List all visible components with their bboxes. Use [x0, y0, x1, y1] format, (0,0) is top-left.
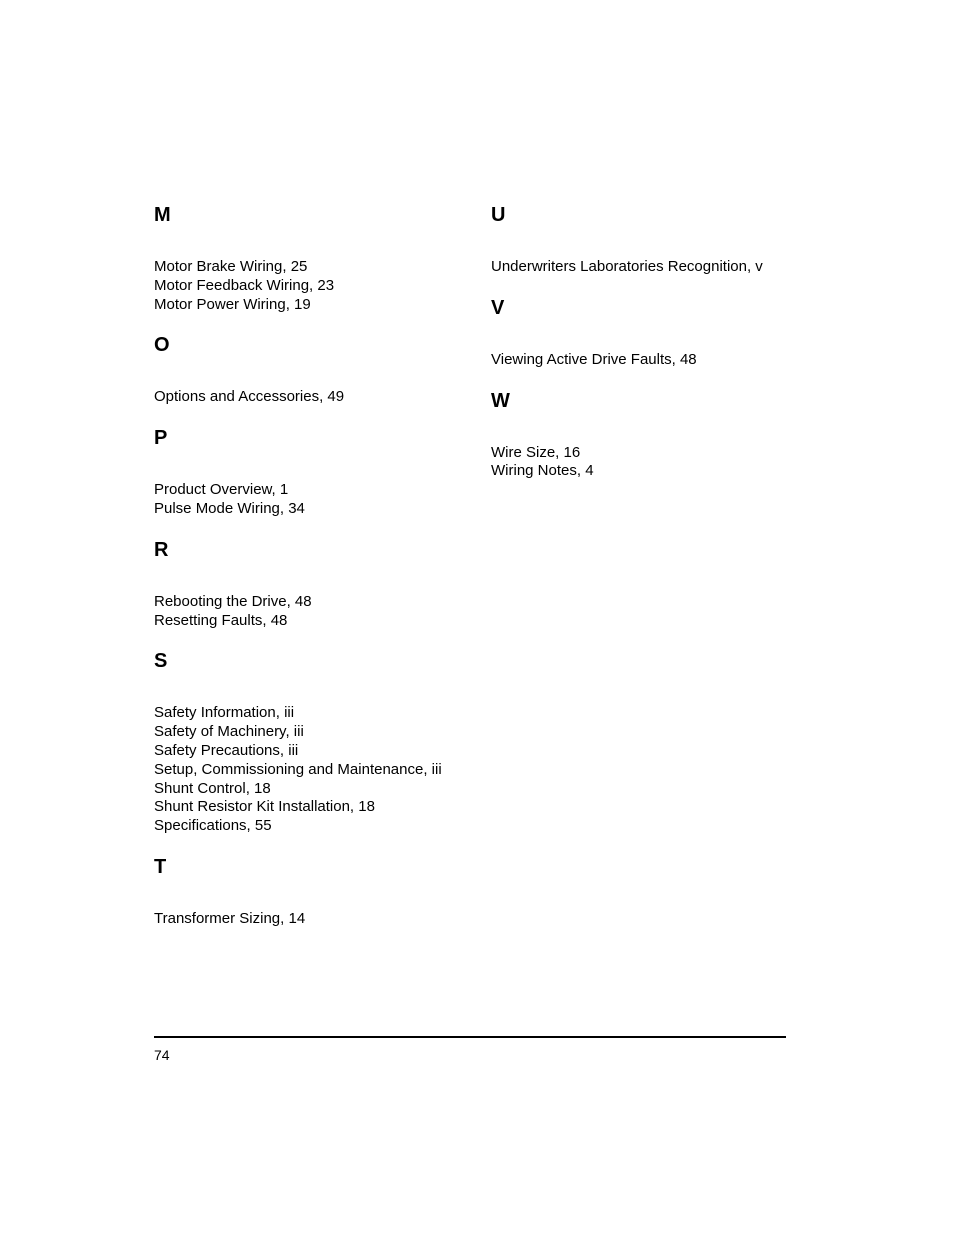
index-entry: Specifications, 55 [154, 817, 272, 835]
index-entry: Transformer Sizing, 14 [154, 909, 306, 927]
index-entry: Setup, Commissioning and Maintenance, iii [154, 760, 442, 778]
index-entry: Shunt Control, 18 [154, 779, 271, 797]
section-letter: P [154, 427, 168, 450]
index-section-w [491, 389, 791, 482]
index-entry: Wire Size, 16 [491, 443, 581, 461]
index-entry: Pulse Mode Wiring, 34 [154, 499, 305, 517]
index-entry: Safety Precautions, iii [154, 741, 299, 759]
section-letter: U [491, 204, 506, 226]
index-entry: Resetting Faults, 48 [154, 611, 288, 629]
index-entry: Underwriters Laboratories Recognition, v [491, 258, 763, 275]
index-section-s [154, 649, 474, 836]
index-entry: Wiring Notes, 4 [491, 462, 594, 480]
index-entry: Rebooting the Drive, 48 [154, 592, 312, 610]
index-section-t [154, 855, 474, 929]
index-entry: Viewing Active Drive Faults, 48 [491, 350, 697, 368]
index-section-m [154, 203, 474, 314]
index-section-p [154, 426, 474, 519]
index-section-u [491, 203, 791, 277]
index-entry: Product Overview, 1 [154, 481, 289, 499]
page-number: 74 [154, 1047, 170, 1063]
index-section-v [491, 296, 791, 370]
index-entry: Motor Feedback Wiring, 23 [154, 276, 335, 294]
section-letter: M [154, 204, 171, 226]
section-letter: S [154, 650, 168, 673]
index-entry: Safety Information, iii [154, 704, 295, 722]
footer-divider [154, 1036, 786, 1038]
index-column-right [491, 203, 791, 481]
section-letter: W [491, 389, 510, 412]
index-column-left [154, 203, 474, 929]
index-section-o [154, 333, 474, 407]
index-entry: Motor Brake Wiring, 25 [154, 258, 308, 275]
section-letter: T [154, 855, 167, 878]
section-letter: R [154, 538, 169, 561]
index-entry: Options and Accessories, 49 [154, 388, 345, 406]
section-letter: V [491, 296, 505, 319]
section-letter: O [154, 334, 170, 357]
index-section-r [154, 538, 474, 631]
index-entry: Safety of Machinery, iii [154, 723, 304, 741]
index-entry: Motor Power Wiring, 19 [154, 295, 311, 313]
index-entry: Shunt Resistor Kit Installation, 18 [154, 798, 375, 816]
